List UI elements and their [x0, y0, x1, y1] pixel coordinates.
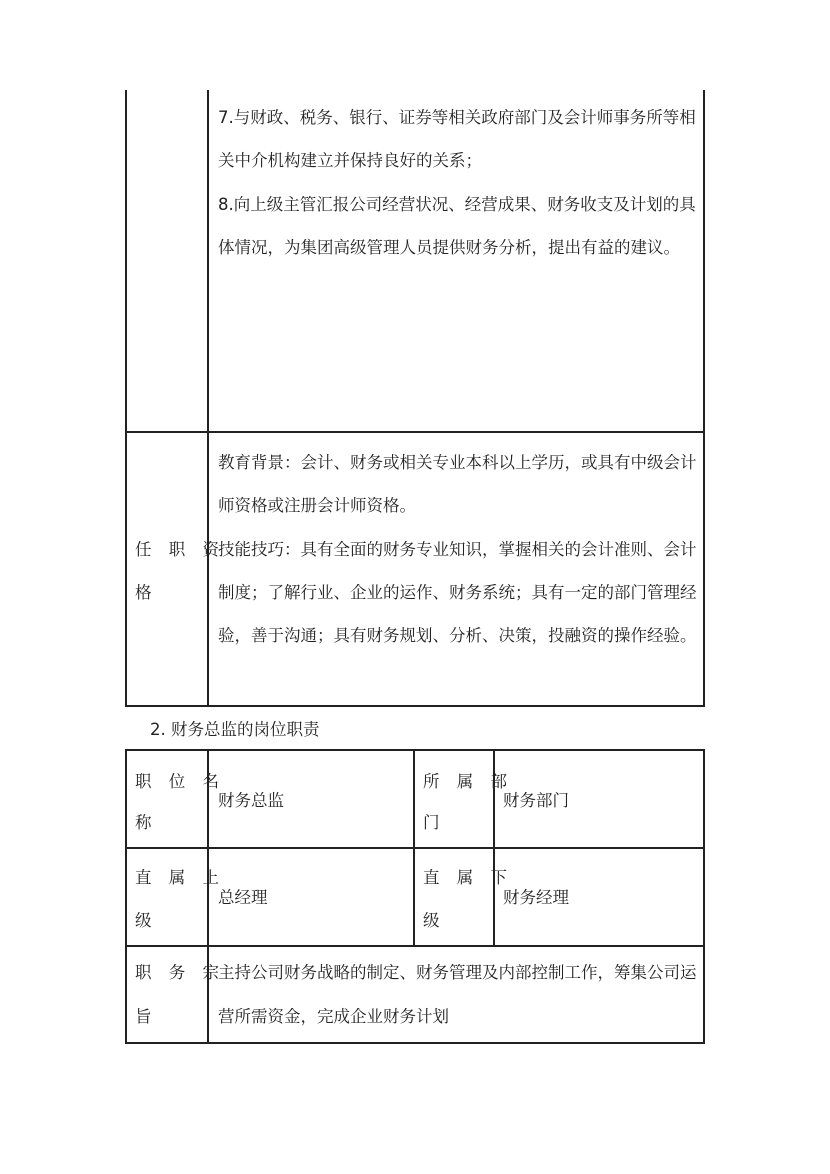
purpose-label: 职 务 宗: [135, 963, 225, 982]
table-border: [703, 90, 705, 707]
table-border: [125, 705, 705, 707]
section-heading: 2. 财务总监的岗位职责: [150, 720, 320, 739]
duty-line: 关中介机构建立并保持良好的关系；: [218, 151, 482, 170]
department-value: 财务部门: [503, 791, 569, 810]
qualification-line: 制度；了解行业、企业的运作、财务系统；具有一定的部门管理经: [218, 583, 697, 602]
qualification-label: 任 职 资: [135, 540, 225, 559]
duty-line: 7.与财政、税务、银行、证券等相关政府部门及会计师事务所等相: [218, 108, 696, 127]
table-border: [125, 945, 705, 947]
qualification-line: 验，善于沟通；具有财务规划、分析、决策，投融资的操作经验。: [218, 626, 697, 645]
table-border: [125, 749, 127, 1044]
superior-label: 直 属 上: [135, 868, 225, 887]
purpose-line: 营所需资金，完成企业财务计划: [218, 1007, 449, 1026]
department-label: 门: [423, 813, 446, 832]
table-border: [413, 749, 415, 946]
subordinate-label: 级: [423, 911, 446, 930]
superior-value: 总经理: [218, 888, 268, 907]
duty-line: 8.向上级主管汇报公司经营状况、经营成果、财务收支及计划的具: [218, 195, 696, 214]
purpose-label: 旨: [135, 1007, 158, 1026]
subordinate-value: 财务经理: [503, 888, 569, 907]
table-border: [207, 90, 209, 707]
purpose-line: 主持公司财务战略的制定、财务管理及内部控制工作，筹集公司运: [218, 963, 697, 982]
table-border: [703, 749, 705, 1044]
qualification-line: 师资格或注册会计师资格。: [218, 496, 416, 515]
qualification-label: 格: [135, 583, 158, 602]
department-label: 所 属 部: [423, 772, 513, 791]
table-border: [125, 749, 705, 751]
table-border: [125, 847, 705, 849]
table-border: [207, 749, 209, 1044]
superior-label: 级: [135, 911, 158, 930]
table-border: [125, 431, 705, 433]
qualification-line: 教育背景：会计、财务或相关专业本科以上学历，或具有中级会计: [218, 453, 697, 472]
job-title-value: 财务总监: [218, 791, 284, 810]
duty-line: 体情况，为集团高级管理人员提供财务分析，提出有益的建议。: [218, 238, 680, 257]
subordinate-label: 直 属 下: [423, 868, 513, 887]
job-title-label: 称: [135, 813, 158, 832]
table-border: [125, 90, 127, 707]
job-title-label: 职 位 名: [135, 772, 225, 791]
table-border: [125, 1042, 705, 1044]
qualification-line: 技能技巧：具有全面的财务专业知识，掌握相关的会计准则、会计: [218, 540, 697, 559]
